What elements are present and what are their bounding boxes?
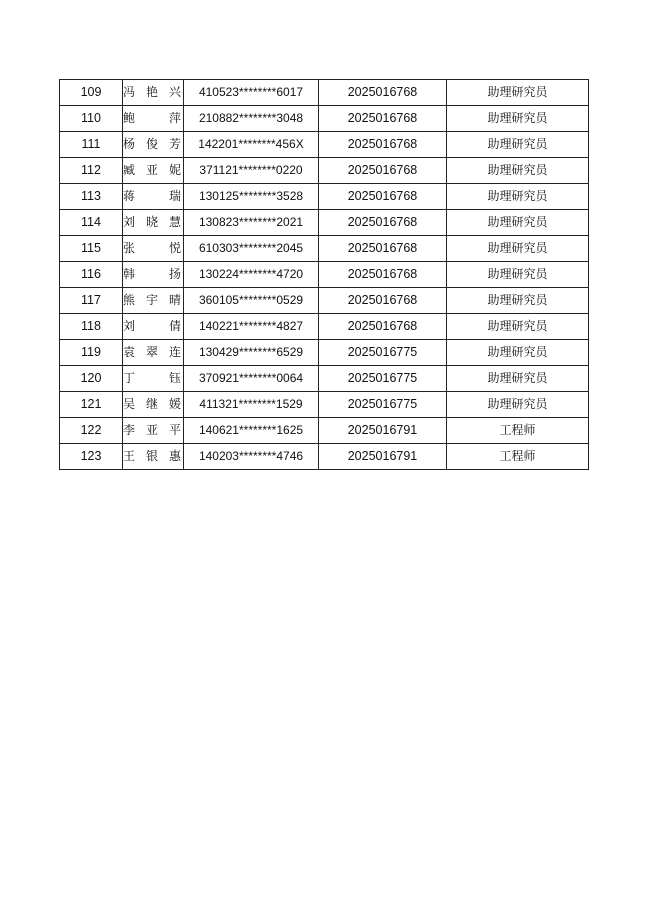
person-name: 吴继媛	[123, 392, 184, 418]
certificate-number: 2025016768	[319, 80, 447, 106]
professional-title: 助理研究员	[447, 314, 589, 340]
row-number: 117	[60, 288, 123, 314]
row-number: 113	[60, 184, 123, 210]
certificate-number: 2025016791	[319, 444, 447, 470]
professional-title: 助理研究员	[447, 366, 589, 392]
certificate-number: 2025016791	[319, 418, 447, 444]
row-number: 110	[60, 106, 123, 132]
table-row	[60, 366, 589, 392]
professional-title: 工程师	[447, 444, 589, 470]
table-row	[60, 444, 589, 470]
id-number: 140203********4746	[184, 444, 319, 470]
row-number: 123	[60, 444, 123, 470]
id-number: 142201********456X	[184, 132, 319, 158]
row-number: 118	[60, 314, 123, 340]
table-row	[60, 158, 589, 184]
certificate-number: 2025016768	[319, 262, 447, 288]
row-number: 109	[60, 80, 123, 106]
professional-title: 助理研究员	[447, 158, 589, 184]
person-name: 冯艳兴	[123, 80, 184, 106]
id-number: 370921********0064	[184, 366, 319, 392]
id-number: 140621********1625	[184, 418, 319, 444]
id-number: 371121********0220	[184, 158, 319, 184]
person-name: 王银惠	[123, 444, 184, 470]
person-name: 蒋 瑞	[123, 184, 184, 210]
certificate-number: 2025016768	[319, 132, 447, 158]
table-row	[60, 392, 589, 418]
person-name: 臧亚妮	[123, 158, 184, 184]
id-number: 610303********2045	[184, 236, 319, 262]
table-row	[60, 106, 589, 132]
id-number: 360105********0529	[184, 288, 319, 314]
certificate-number: 2025016768	[319, 106, 447, 132]
id-number: 130429********6529	[184, 340, 319, 366]
id-number: 130125********3528	[184, 184, 319, 210]
roster-table-body	[60, 80, 589, 470]
table-row	[60, 340, 589, 366]
certificate-number: 2025016768	[319, 184, 447, 210]
id-number: 410523********6017	[184, 80, 319, 106]
professional-title: 助理研究员	[447, 210, 589, 236]
id-number: 411321********1529	[184, 392, 319, 418]
person-name: 韩 扬	[123, 262, 184, 288]
certificate-number: 2025016775	[319, 340, 447, 366]
table-row	[60, 288, 589, 314]
row-number: 116	[60, 262, 123, 288]
row-number: 115	[60, 236, 123, 262]
table-row	[60, 210, 589, 236]
id-number: 130224********4720	[184, 262, 319, 288]
row-number: 122	[60, 418, 123, 444]
table-row	[60, 236, 589, 262]
professional-title: 助理研究员	[447, 392, 589, 418]
table-row	[60, 418, 589, 444]
id-number: 140221********4827	[184, 314, 319, 340]
person-name: 袁翠连	[123, 340, 184, 366]
table-row	[60, 314, 589, 340]
person-name: 鲍 萍	[123, 106, 184, 132]
row-number: 121	[60, 392, 123, 418]
certificate-number: 2025016768	[319, 314, 447, 340]
professional-title: 工程师	[447, 418, 589, 444]
person-name: 丁 钰	[123, 366, 184, 392]
professional-title: 助理研究员	[447, 106, 589, 132]
certificate-number: 2025016775	[319, 366, 447, 392]
certificate-number: 2025016768	[319, 236, 447, 262]
person-name: 刘晓慧	[123, 210, 184, 236]
row-number: 120	[60, 366, 123, 392]
certificate-number: 2025016768	[319, 288, 447, 314]
row-number: 114	[60, 210, 123, 236]
id-number: 130823********2021	[184, 210, 319, 236]
table-row	[60, 80, 589, 106]
person-name: 张 悦	[123, 236, 184, 262]
table-row	[60, 132, 589, 158]
certificate-number: 2025016775	[319, 392, 447, 418]
row-number: 111	[60, 132, 123, 158]
professional-title: 助理研究员	[447, 184, 589, 210]
professional-title: 助理研究员	[447, 80, 589, 106]
person-name: 刘 倩	[123, 314, 184, 340]
table-row	[60, 262, 589, 288]
professional-title: 助理研究员	[447, 288, 589, 314]
certificate-number: 2025016768	[319, 210, 447, 236]
professional-title: 助理研究员	[447, 132, 589, 158]
row-number: 119	[60, 340, 123, 366]
table-row	[60, 184, 589, 210]
person-name: 杨俊芳	[123, 132, 184, 158]
professional-title: 助理研究员	[447, 236, 589, 262]
professional-title: 助理研究员	[447, 262, 589, 288]
person-name: 李亚平	[123, 418, 184, 444]
id-number: 210882********3048	[184, 106, 319, 132]
row-number: 112	[60, 158, 123, 184]
certificate-number: 2025016768	[319, 158, 447, 184]
professional-title: 助理研究员	[447, 340, 589, 366]
roster-table	[59, 79, 589, 470]
person-name: 熊宇晴	[123, 288, 184, 314]
